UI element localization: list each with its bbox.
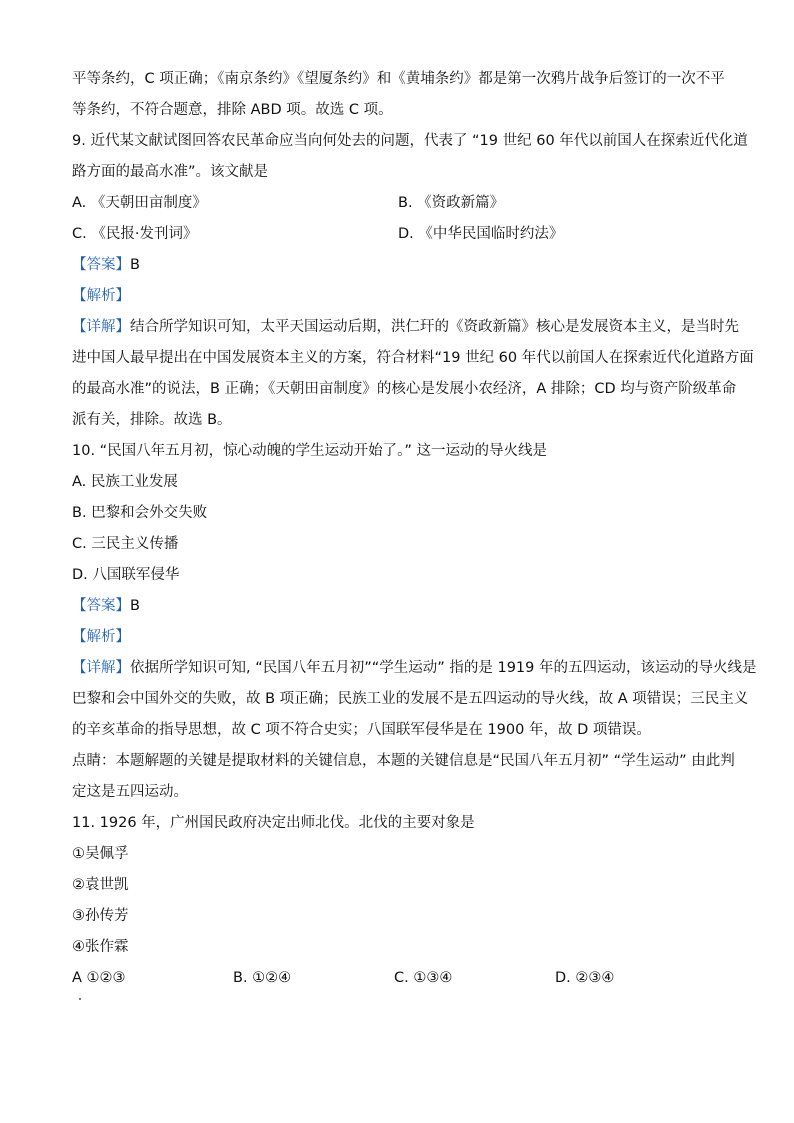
- q9-options-row-2: [72, 219, 724, 250]
- q9-detail-line-3: 的最高水准”的说法，B 正确；《天朝田亩制度》的核心是发展小农经济，A 排除；CD 均与资产阶级革命: [72, 381, 737, 397]
- q9-stem-line-1: 9. 近代某文献试图回答农民革命应当向何处去的问题，代表了 “19 世纪 60 年代以前国人在探索近代化道: [72, 133, 748, 149]
- question-9: [72, 126, 754, 436]
- q9-answer-label: 【答案】: [72, 257, 130, 273]
- q10-option-d: D. 八国联军侵华: [72, 567, 180, 583]
- q9-detail-line-2: 进中国人最早提出在中国发展资本主义的方案，符合材料“19 世纪 60 年代以前国人在探索近代化道路方面: [72, 350, 754, 366]
- q9-analysis-label: 【解析】: [72, 288, 130, 304]
- q11-option-d: D. ②③④: [555, 970, 615, 986]
- q10-stem: 10. “民国八年五月初，惊心动魄的学生运动开始了。” 这一运动的导火线是: [72, 443, 548, 459]
- q11-stem: 11. 1926 年，广州国民政府决定出师北伐。北伐的主要对象是: [72, 815, 475, 831]
- q9-options-row-1: [72, 188, 724, 219]
- question-11: [72, 808, 724, 994]
- q10-detail-text-1: 依据所学知识可知, “民国八年五月初”“学生运动” 指的是 1919 年的五四运动，该运动的导火线是: [130, 660, 757, 676]
- q11-option-b: B. ①②④: [233, 970, 292, 986]
- prev-explanation-line-1: 平等条约，C 项正确；《南京条约》《望厦条约》和《黄埔条约》都是第一次鸦片战争后签订的一次不平: [72, 71, 725, 87]
- q11-options-row: [72, 963, 724, 994]
- exam-page: [72, 64, 757, 994]
- q10-option-a: A. 民族工业发展: [72, 474, 178, 490]
- q10-option-c: C. 三民主义传播: [72, 536, 179, 552]
- q11-item-4: ④张作霖: [72, 939, 129, 955]
- q11-option-c: C. ①③④: [394, 970, 453, 986]
- q10-option-b: B. 巴黎和会外交失败: [72, 505, 208, 521]
- q9-option-b: B. 《资政新篇》: [398, 195, 505, 211]
- q9-option-c: C. 《民报·发刊词》: [72, 226, 198, 242]
- q10-answer-value: B: [130, 598, 140, 614]
- q10-analysis-label: 【解析】: [72, 629, 130, 645]
- scan-speck: [79, 998, 81, 1000]
- question-10: [72, 436, 757, 808]
- q10-detail-line-2: 巴黎和会中国外交的失败，故 B 项正确；民族工业的发展不是五四运动的导火线，故 A 项错误；三民主义: [72, 691, 749, 707]
- q9-option-a: A. 《天朝田亩制度》: [72, 195, 207, 211]
- q10-answer-label: 【答案】: [72, 598, 130, 614]
- q10-answer: [72, 591, 724, 622]
- q10-tip-line-1: 点睛：本题解题的关键是提取材料的关键信息，本题的关键信息是“民国八年五月初” “学生运动” 由此判: [72, 753, 735, 769]
- q9-detail-line-4: 派有关，排除。故选 B。: [72, 412, 232, 428]
- q11-option-a: A ①②③: [72, 970, 126, 986]
- q9-answer: [72, 250, 724, 281]
- q10-detail-line-3: 的辛亥革命的指导思想，故 C 项不符合史实；八国联军侵华是在 1900 年，故 D 项错误。: [72, 722, 651, 738]
- q10-detail-line-1: [72, 653, 757, 684]
- q9-option-d: D. 《中华民国临时约法》: [398, 226, 564, 242]
- q11-item-1: ①吴佩孚: [72, 846, 129, 862]
- q10-tip-line-2: 定这是五四运动。: [72, 784, 188, 800]
- q11-item-2: ②袁世凯: [72, 877, 129, 893]
- q11-item-3: ③孙传芳: [72, 908, 129, 924]
- q9-detail-label: 【详解】: [72, 319, 130, 335]
- prev-explanation-line-2: 等条约，不符合题意，排除 ABD 项。故选 C 项。: [72, 102, 393, 118]
- q9-detail-line-1: [72, 312, 739, 343]
- q9-detail-text-1: 结合所学知识可知，太平天国运动后期，洪仁玕的《资政新篇》核心是发展资本主义，是当时先: [130, 319, 739, 335]
- q10-detail-label: 【详解】: [72, 660, 130, 676]
- q9-answer-value: B: [130, 257, 140, 273]
- q9-stem-line-2: 路方面的最高水准”。该文献是: [72, 164, 269, 180]
